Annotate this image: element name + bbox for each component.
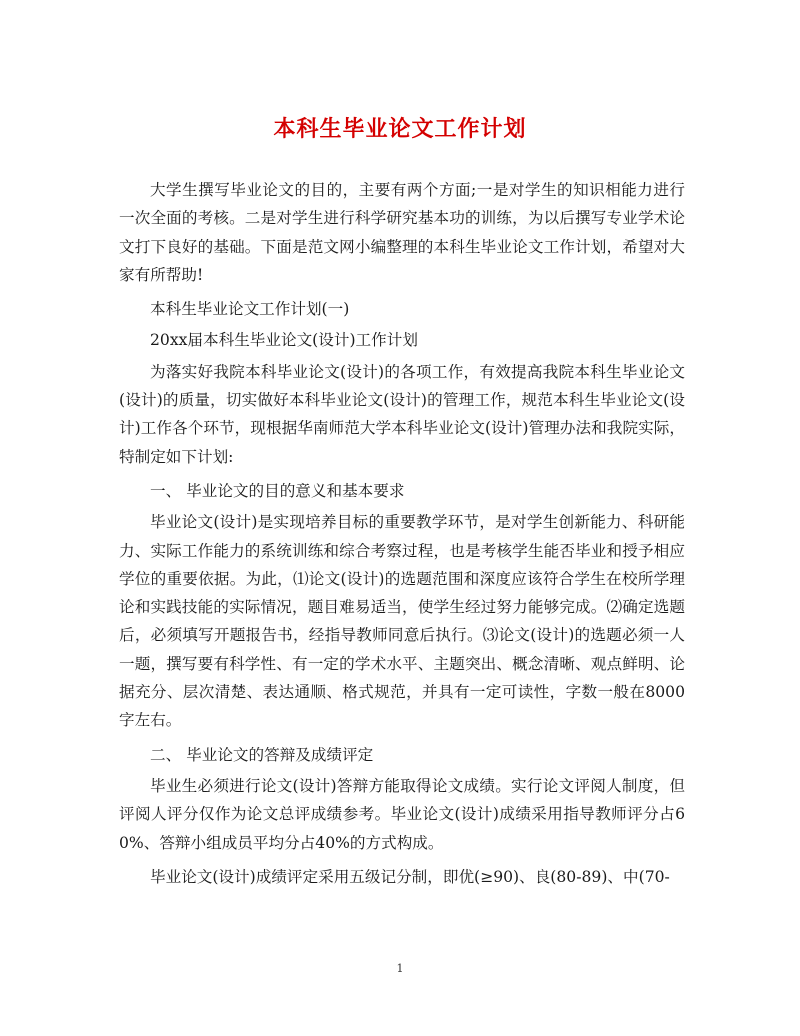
plan-subtitle: 20xx届本科生毕业论文(设计)工作计划 — [150, 331, 418, 350]
plan-purpose-paragraph: 为落实好我院本科毕业论文(设计)的各项工作，有效提高我院本科生毕业论文(设计)的质量，切实做好本科毕业论文(设计)的管理工作，规范本科生毕业论文(设计)工作各个环节，现根据华南师范大学本科毕业论文(设计)管理办法和我院实际，特制定如下计划: — [119, 362, 685, 466]
intro-paragraph: 大学生撰写毕业论文的目的，主要有两个方面;一是对学生的知识相能力进行一次全面的考核。二是对学生进行科学研究基本功的训练，为以后撰写专业学术论文打下良好的基础。下面是范文网小编整理的本科生毕业论文工作计划，希望对大家有所帮助! — [119, 181, 685, 284]
page-number: 1 — [396, 962, 404, 975]
document-title: 本科生毕业论文工作计划 — [273, 116, 527, 142]
section-heading-1: 一、 毕业论文的目的意义和基本要求 — [150, 481, 405, 500]
section-heading-plan-one: 本科生毕业论文工作计划(一) — [150, 300, 350, 319]
document-body — [119, 176, 685, 897]
requirements-paragraph: 毕业论文(设计)是实现培养目标的重要教学环节，是对学生创新能力、科研能力、实际工作能力的系统训练和综合考察过程，也是考核学生能否毕业和授予相应学位的重要依据。为此，⑴论文(设计)的选题范围和深度应该符合学生在校所学理论和实践技能的实际情况，题目难易适当，使学生经过努力能够完成。⑵确定选题后，必须填写开题报告书，经指导教师同意后执行。⑶论文(设计)的选题必须一人一题，撰写要有科学性、有一定的学术水平、主题突出、概念清晰、观点鲜明、论据充分、层次清楚、表达通顺、格式规范，并具有一定可读性，字数一般在8000字左右。 — [119, 513, 685, 730]
grading-paragraph: 毕业论文(设计)成绩评定采用五级记分制，即优(≥90)、良(80-89)、中(70- — [150, 867, 670, 886]
section-heading-2: 二、 毕业论文的答辩及成绩评定 — [150, 745, 374, 764]
defense-paragraph: 毕业生必须进行论文(设计)答辩方能取得论文成绩。实行论文评阅人制度，但评阅人评分仅作为论文总评成绩参考。毕业论文(设计)成绩采用指导教师评分占60%、答辩小组成员平均分占40%的方式构成。 — [119, 776, 685, 852]
